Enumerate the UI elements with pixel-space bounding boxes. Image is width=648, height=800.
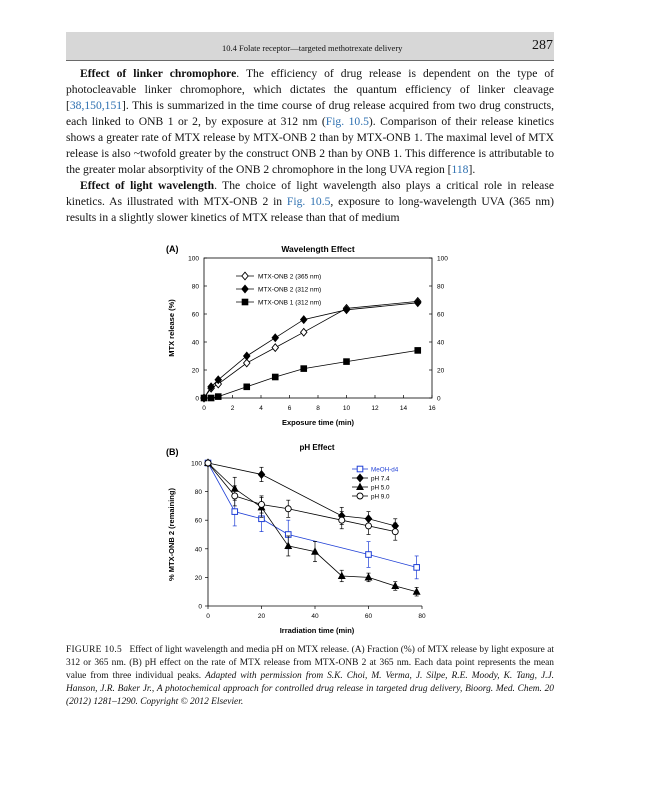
data-point xyxy=(259,501,265,507)
caption-credit: Adapted with permission from S.K. Choi, M. Verma, J. Silpe, R.E. Moody, K. Tang, J.J. Hanson, J.R. Baker Jr., A photochemical approach for controlled drug release in targeted drug delivery, Bioorg. Med. Chem. 20 (2012) 1281–1290. Copyright © 2012 Elsevier. xyxy=(66,671,554,707)
figure-caption xyxy=(66,644,554,709)
y-tick-label: 20 xyxy=(191,367,199,375)
data-point xyxy=(344,359,350,365)
chart-title: Wavelength Effect xyxy=(281,244,355,254)
x-tick-label: 40 xyxy=(311,613,319,620)
legend-marker xyxy=(242,272,248,280)
x-tick-label: 20 xyxy=(257,613,266,620)
data-point xyxy=(215,394,221,400)
y-tick-label-right: 20 xyxy=(437,367,445,375)
panel-label: (A) xyxy=(166,244,179,254)
legend-label: MTX-ONB 2 (312 nm) xyxy=(258,286,322,294)
legend-marker xyxy=(357,474,363,482)
chart-title: pH Effect xyxy=(299,443,335,452)
x-tick-label: 8 xyxy=(316,405,320,412)
legend-label: pH 7.4 xyxy=(371,475,390,483)
legend-label: pH 5.0 xyxy=(371,484,390,492)
series-line xyxy=(204,301,418,398)
y-tick-label: 0 xyxy=(198,603,202,611)
x-tick-label: 0 xyxy=(206,613,210,620)
y-tick-label: 80 xyxy=(194,489,202,497)
figure-svg xyxy=(160,240,460,640)
paragraph-lead: Effect of linker chromophore xyxy=(80,67,237,80)
series-line xyxy=(204,303,418,398)
x-tick-label: 60 xyxy=(364,613,373,620)
x-axis-label: Exposure time (min) xyxy=(281,418,355,427)
data-point xyxy=(285,506,291,512)
y-tick-label: 40 xyxy=(194,546,202,554)
legend-marker xyxy=(242,285,248,293)
x-axis-label: Irradiation time (min) xyxy=(279,626,355,635)
citation-link[interactable]: 118 xyxy=(451,163,469,176)
legend-label: MTX-ONB 2 (365 nm) xyxy=(258,273,322,281)
series-line xyxy=(204,350,418,398)
data-point xyxy=(208,395,214,401)
text-segment: ]. This is summarized in the time course of drug release acquired from two drug constructs, each linked to ONB 1 or 2, by exposure at 312 nm ( xyxy=(66,99,554,128)
paragraph-wavelength xyxy=(66,178,554,226)
figure-link[interactable]: Fig. 10.5 xyxy=(325,115,369,128)
legend-marker xyxy=(357,493,363,499)
y-tick-label-right: 60 xyxy=(437,311,445,319)
legend-label: MeOH-d4 xyxy=(371,466,399,474)
data-point xyxy=(244,352,250,360)
legend-label: pH 9.0 xyxy=(371,493,390,501)
body-text xyxy=(66,66,554,226)
y-axis-label: % MTX-ONB 2 (remaining) xyxy=(167,488,176,581)
data-point xyxy=(201,395,207,401)
data-point xyxy=(232,493,238,499)
paragraph-lead: Effect of light wavelength xyxy=(80,179,215,192)
header-rule xyxy=(66,60,554,61)
y-tick-label-right: 40 xyxy=(437,339,445,347)
caption-text: Effect of light wavelength and media pH on MTX release. (A) Fraction (%) of MTX release by light exposure at 312 or 365 nm. (B) pH effect on the rate of MTX release from MTX-ONB 2 at 365 nm. Each data point represents the mean value from three individual peaks. xyxy=(66,645,555,681)
data-point xyxy=(301,366,307,372)
panel-label: (B) xyxy=(166,447,179,457)
x-tick-label: 10 xyxy=(342,405,351,412)
data-point xyxy=(415,348,421,354)
data-point xyxy=(272,334,278,342)
y-tick-label: 80 xyxy=(191,283,199,291)
caption-label: FIGURE 10.5 xyxy=(66,645,123,655)
legend-marker xyxy=(357,466,363,472)
y-tick-label-right: 100 xyxy=(437,255,448,263)
data-point xyxy=(301,328,307,336)
legend-marker xyxy=(242,299,248,305)
data-point xyxy=(272,344,278,352)
y-tick-label: 100 xyxy=(188,255,199,263)
y-tick-label: 0 xyxy=(195,395,199,403)
data-point xyxy=(232,509,238,515)
x-tick-label: 2 xyxy=(230,405,235,412)
x-tick-label: 16 xyxy=(428,405,436,412)
running-head: 10.4 Folate receptor—targeted methotrexate delivery xyxy=(222,43,403,53)
x-tick-label: 4 xyxy=(259,405,263,412)
y-axis-label: MTX release (%) xyxy=(167,299,176,357)
data-point xyxy=(414,565,420,571)
x-tick-label: 6 xyxy=(287,405,292,412)
data-point xyxy=(339,517,345,523)
text-segment: . The efficiency of drug release is dependent on the type of photocleavable linker chromophore, which dictates the quantum efficiency of linker cleavage [ xyxy=(66,67,554,112)
y-tick-label: 40 xyxy=(191,339,199,347)
x-tick-label: 14 xyxy=(399,405,408,412)
paragraph-linker xyxy=(66,66,554,178)
y-tick-label-right: 80 xyxy=(437,283,445,291)
data-point xyxy=(244,384,250,390)
y-tick-label: 100 xyxy=(191,460,202,468)
text-segment: . The choice of light wavelength also plays a critical role in release kinetics. As illustrated with MTX-ONB 2 in xyxy=(66,179,554,208)
data-point xyxy=(272,374,278,380)
data-point xyxy=(258,471,264,479)
x-tick-label: 12 xyxy=(371,405,379,412)
figure-link[interactable]: Fig. 10.5 xyxy=(286,195,331,208)
page-number: 287 xyxy=(532,38,553,53)
y-tick-label-right: 0 xyxy=(437,395,441,403)
text-segment: ]. xyxy=(468,163,476,176)
data-point xyxy=(392,529,398,535)
data-point xyxy=(285,543,291,549)
data-point xyxy=(205,460,211,466)
x-tick-label: 80 xyxy=(418,613,426,620)
data-point xyxy=(301,316,307,324)
y-tick-label: 60 xyxy=(191,311,199,319)
y-tick-label: 20 xyxy=(194,574,202,582)
text-segment: ). Comparison of their release kinetics shows a greater rate of MTX release by MTX-ONB 2 than by MTX-ONB 1. The maximal level of MTX release is also ~twofold greater by the construct ONB 2 than by ONB 1. This difference is attributable to the greater molar absorptivity of the ONB 2 chromophore in the long UVA region [ xyxy=(66,115,554,176)
citation-link[interactable]: 38,150,151 xyxy=(69,99,123,112)
figure-10-5 xyxy=(160,240,460,640)
text-segment: , exposure to long-wavelength UVA (365 nm) results in a slightly slower kinetics of MTX release than that of medium xyxy=(66,195,555,224)
data-point xyxy=(366,523,372,529)
legend-label: MTX-ONB 1 (312 nm) xyxy=(258,299,322,307)
y-tick-label: 60 xyxy=(194,517,202,525)
data-point xyxy=(366,552,372,558)
x-tick-label: 0 xyxy=(202,405,206,412)
